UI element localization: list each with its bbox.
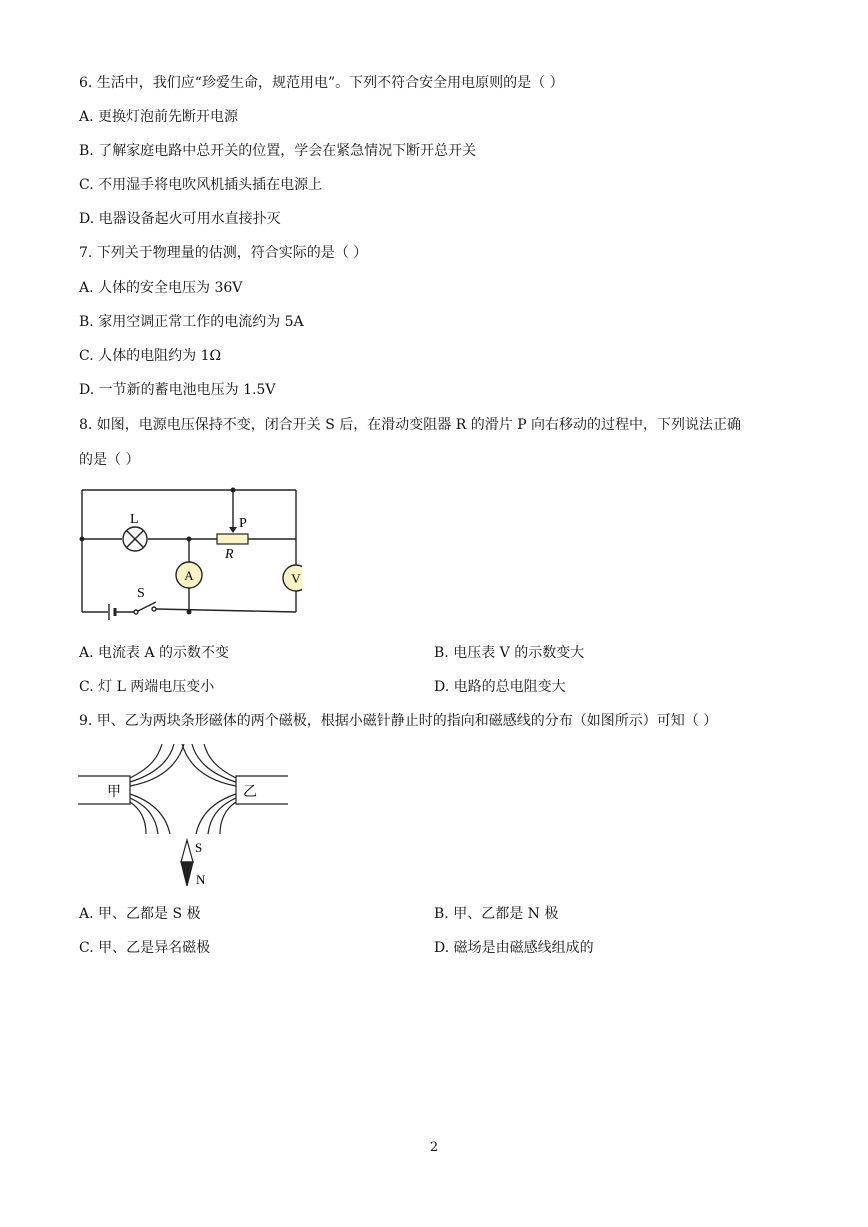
q8-circuit-diagram [72, 482, 302, 622]
q6-option-c: C. 不用湿手将电吹风机插头插在电源上 [79, 177, 323, 193]
q7-stem: 7. 下列关于物理量的估测，符合实际的是（ ） [79, 245, 368, 261]
page-number: 2 [429, 1140, 439, 1155]
lamp-icon [123, 527, 147, 551]
q7-option-c: C. 人体的电阻约为 1Ω [79, 348, 222, 364]
q9-stem: 9. 甲、乙为两块条形磁体的两个磁极，根据小磁针静止时的指向和磁感线的分布（如图所示）可知（ ） [79, 713, 718, 729]
q8-stem-line1: 8. 如图，电源电压保持不变，闭合开关 S 后，在滑动变阻器 R 的滑片 P 向右移动的过程中，下列说法正确 [79, 417, 742, 433]
q6-option-a: A. 更换灯泡前先断开电源 [79, 109, 239, 125]
label-yi: 乙 [243, 785, 257, 800]
q9-option-a: A. 甲、乙都是 S 极 [79, 906, 201, 922]
q6-option-b: B. 了解家庭电路中总开关的位置，学会在紧急情况下断开总开关 [79, 143, 477, 159]
label-p: P [239, 516, 247, 531]
q6-stem: 6. 生活中，我们应“珍爱生命，规范用电”。下列不符合安全用电原则的是（ ） [79, 75, 564, 91]
switch-icon [134, 602, 156, 614]
q8-option-c: C. 灯 L 两端电压变小 [79, 679, 215, 695]
q6-option-d: D. 电器设备起火可用水直接扑灭 [79, 211, 281, 227]
rheostat-icon [217, 534, 248, 544]
q8-option-b: B. 电压表 V 的示数变大 [434, 645, 585, 661]
label-n-pole: N [196, 872, 206, 887]
q9-option-d: D. 磁场是由磁感线组成的 [434, 940, 594, 956]
q9-option-c: C. 甲、乙是异名磁极 [79, 940, 211, 956]
q7-option-b: B. 家用空调正常工作的电流约为 5A [79, 314, 304, 330]
q7-option-a: A. 人体的安全电压为 36V [79, 280, 243, 296]
label-l: L [130, 512, 139, 527]
label-jia: 甲 [107, 785, 121, 800]
label-a: A [184, 568, 194, 583]
battery-icon [109, 604, 115, 620]
q9-option-b: B. 甲、乙都是 N 极 [434, 906, 559, 922]
label-s-pole: S [195, 840, 203, 855]
q9-magnet-diagram [78, 744, 293, 894]
q8-option-d: D. 电路的总电阻变大 [434, 679, 566, 695]
compass-needle-icon [181, 840, 193, 886]
q8-option-a: A. 电流表 A 的示数不变 [79, 645, 230, 661]
label-r: R [225, 547, 234, 562]
label-s: S [137, 586, 145, 601]
q8-stem-line2: 的是（ ） [79, 452, 140, 468]
label-v: V [291, 571, 301, 586]
q7-option-d: D. 一节新的蓄电池电压为 1.5V [79, 382, 276, 398]
